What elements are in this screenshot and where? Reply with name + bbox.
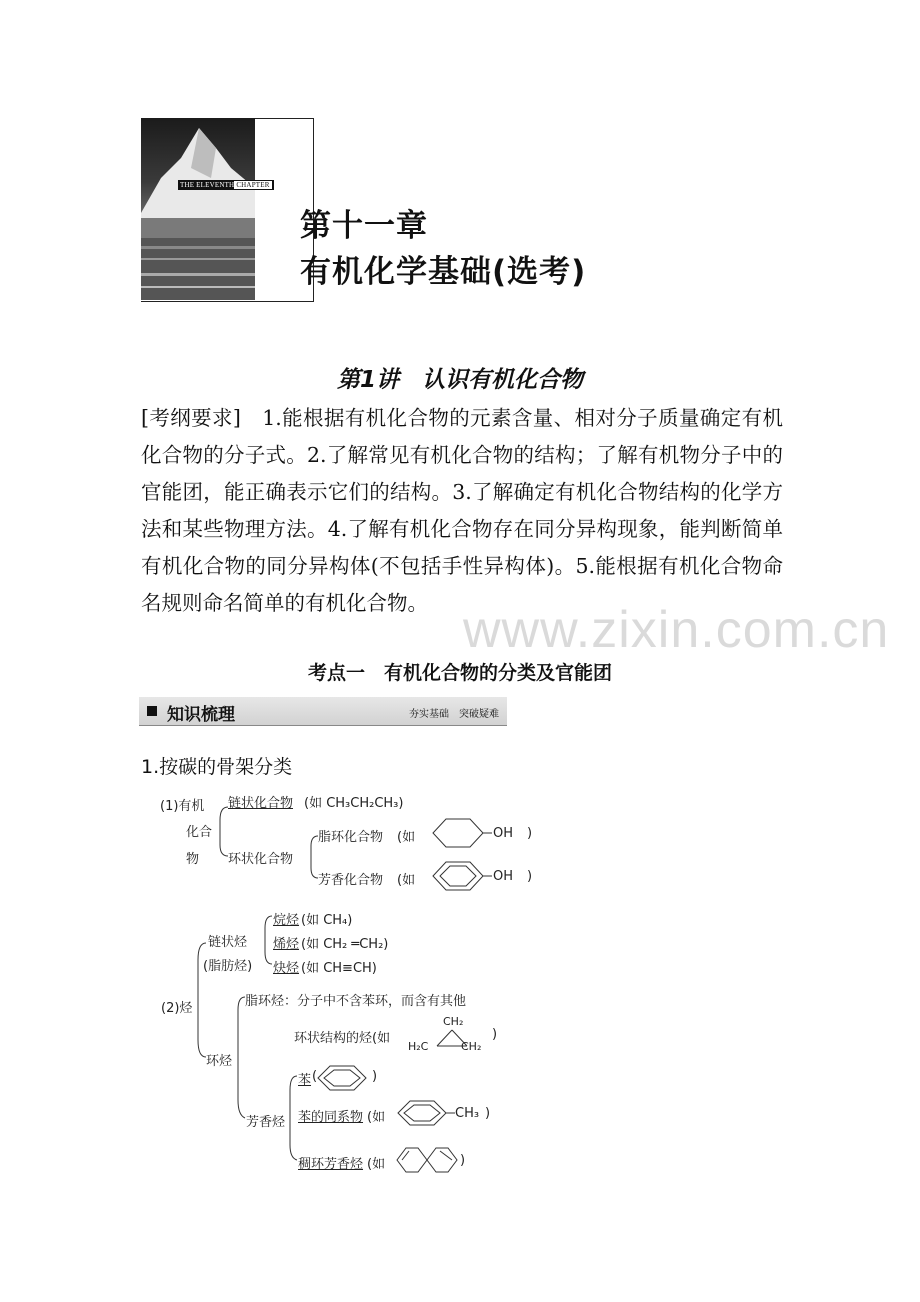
aromatic-hydrocarbon-label: 芳香烃 <box>246 1115 286 1130</box>
aromatic-oh: OH <box>493 869 514 884</box>
aromatic-close: ) <box>527 869 533 884</box>
lecture-title: 第1讲 认识有机化合物 <box>336 367 583 393</box>
watermark: www.zixin.com.cn <box>463 601 890 659</box>
homolog-close: ) <box>485 1106 491 1121</box>
tree1-root-line2: 化合 <box>186 825 213 840</box>
chapter-subtitle: 有机化学基础(选考) <box>300 254 587 290</box>
cyclohexane-icon <box>433 819 483 847</box>
aromatic-compound-label: 芳香化合物 <box>318 873 384 888</box>
alkene-label: 烯烃 <box>273 937 300 952</box>
tree1-brace-main <box>220 807 228 856</box>
alkyne-example: (如 CH≡CH) <box>301 961 377 976</box>
alkyne-label: 炔烃 <box>273 961 300 976</box>
benzene-homolog-label: 苯的同系物 <box>298 1110 364 1125</box>
alicyclic-close: ) <box>527 826 533 841</box>
kaodian-title: 考点一 有机化合物的分类及官能团 <box>307 662 612 684</box>
toluene-ch3: CH₃ <box>455 1106 480 1121</box>
aliphatic-label: (脂肪烃) <box>203 959 253 974</box>
cyclopropane-ch2-top: CH₂ <box>443 1015 464 1028</box>
aromatic-example-prefix: (如 <box>397 873 416 888</box>
section-bar-tag: 夯实基础 突破疑难 <box>409 709 499 720</box>
alkane-label: 烷烃 <box>273 913 300 928</box>
homolog-open: (如 <box>367 1110 386 1125</box>
tree1-brace-ring <box>311 836 318 878</box>
tree2-brace-aromatic <box>290 1076 297 1160</box>
tree2-brace-cyclic <box>238 997 245 1118</box>
hydrocarbon-root: (2)烃 <box>161 1001 193 1016</box>
alkane-example: (如 CH₄) <box>301 913 353 928</box>
alicyclic-compound-label: 脂环化合物 <box>318 830 384 845</box>
chain-hydrocarbon-label: 链状烃 <box>208 935 248 950</box>
benzene-open: ( <box>312 1069 318 1084</box>
cyclopropane-h2c: H₂C <box>408 1040 429 1053</box>
section-bar-label: 知识梳理 <box>167 705 235 725</box>
chain-compound-example: (如 CH₃CH₂CH₃) <box>304 796 404 811</box>
alicyclic-oh: OH <box>493 826 514 841</box>
chapter-english-label: THE ELEVENTH CHAPTER <box>178 180 274 190</box>
syllabus-requirements: [考纲要求] 1.能根据有机化合物的元素含量、相对分子质量确定有机化合物的分子式。2.了解常见有机化合物的结构；了解有机物分子中的官能团，能正确表示它们的结构。3.了解确定有机化合物结构的化学方法和某些物理方法。4.了解有机化合物存在同分异构现象，能判断简单有机化合物的同分异构体(不包括手性异构体)。5.能根据有机化合物命名规则命名简单的有机化合物。 <box>141 406 783 615</box>
tree2-brace-chain <box>265 916 272 964</box>
fused-open: (如 <box>367 1157 386 1172</box>
naphthalene-icon <box>397 1148 427 1172</box>
alicyclic-example-prefix: (如 <box>397 830 416 845</box>
benzene-close: ) <box>372 1069 378 1084</box>
alicyclic-close: ) <box>492 1027 498 1042</box>
alicyclic-hydrocarbon-desc: 脂环烃：分子中不含苯环，而含有其他 <box>245 994 467 1009</box>
chapter-title: 第十一章 <box>300 208 428 244</box>
fused-close: ) <box>460 1153 466 1168</box>
section1-title: 1.按碳的骨架分类 <box>141 756 293 778</box>
alkene-example: (如 CH₂ ═CH₂) <box>301 937 389 952</box>
chain-compound-label: 链状化合物 <box>228 796 294 811</box>
cyclic-hydrocarbon-label: 环烃 <box>206 1054 233 1069</box>
cyclopropane-ch2-right: CH₂ <box>461 1040 482 1053</box>
tree1-root-line1: (1)有机 <box>160 799 205 814</box>
benzene-label: 苯 <box>298 1073 312 1088</box>
tree1-root-line3: 物 <box>186 852 200 867</box>
ring-compound-label: 环状化合物 <box>228 852 294 867</box>
fused-aromatic-label: 稠环芳香烃 <box>298 1157 364 1172</box>
alicyclic-hydrocarbon-desc2: 环状结构的烃(如 <box>294 1031 391 1046</box>
